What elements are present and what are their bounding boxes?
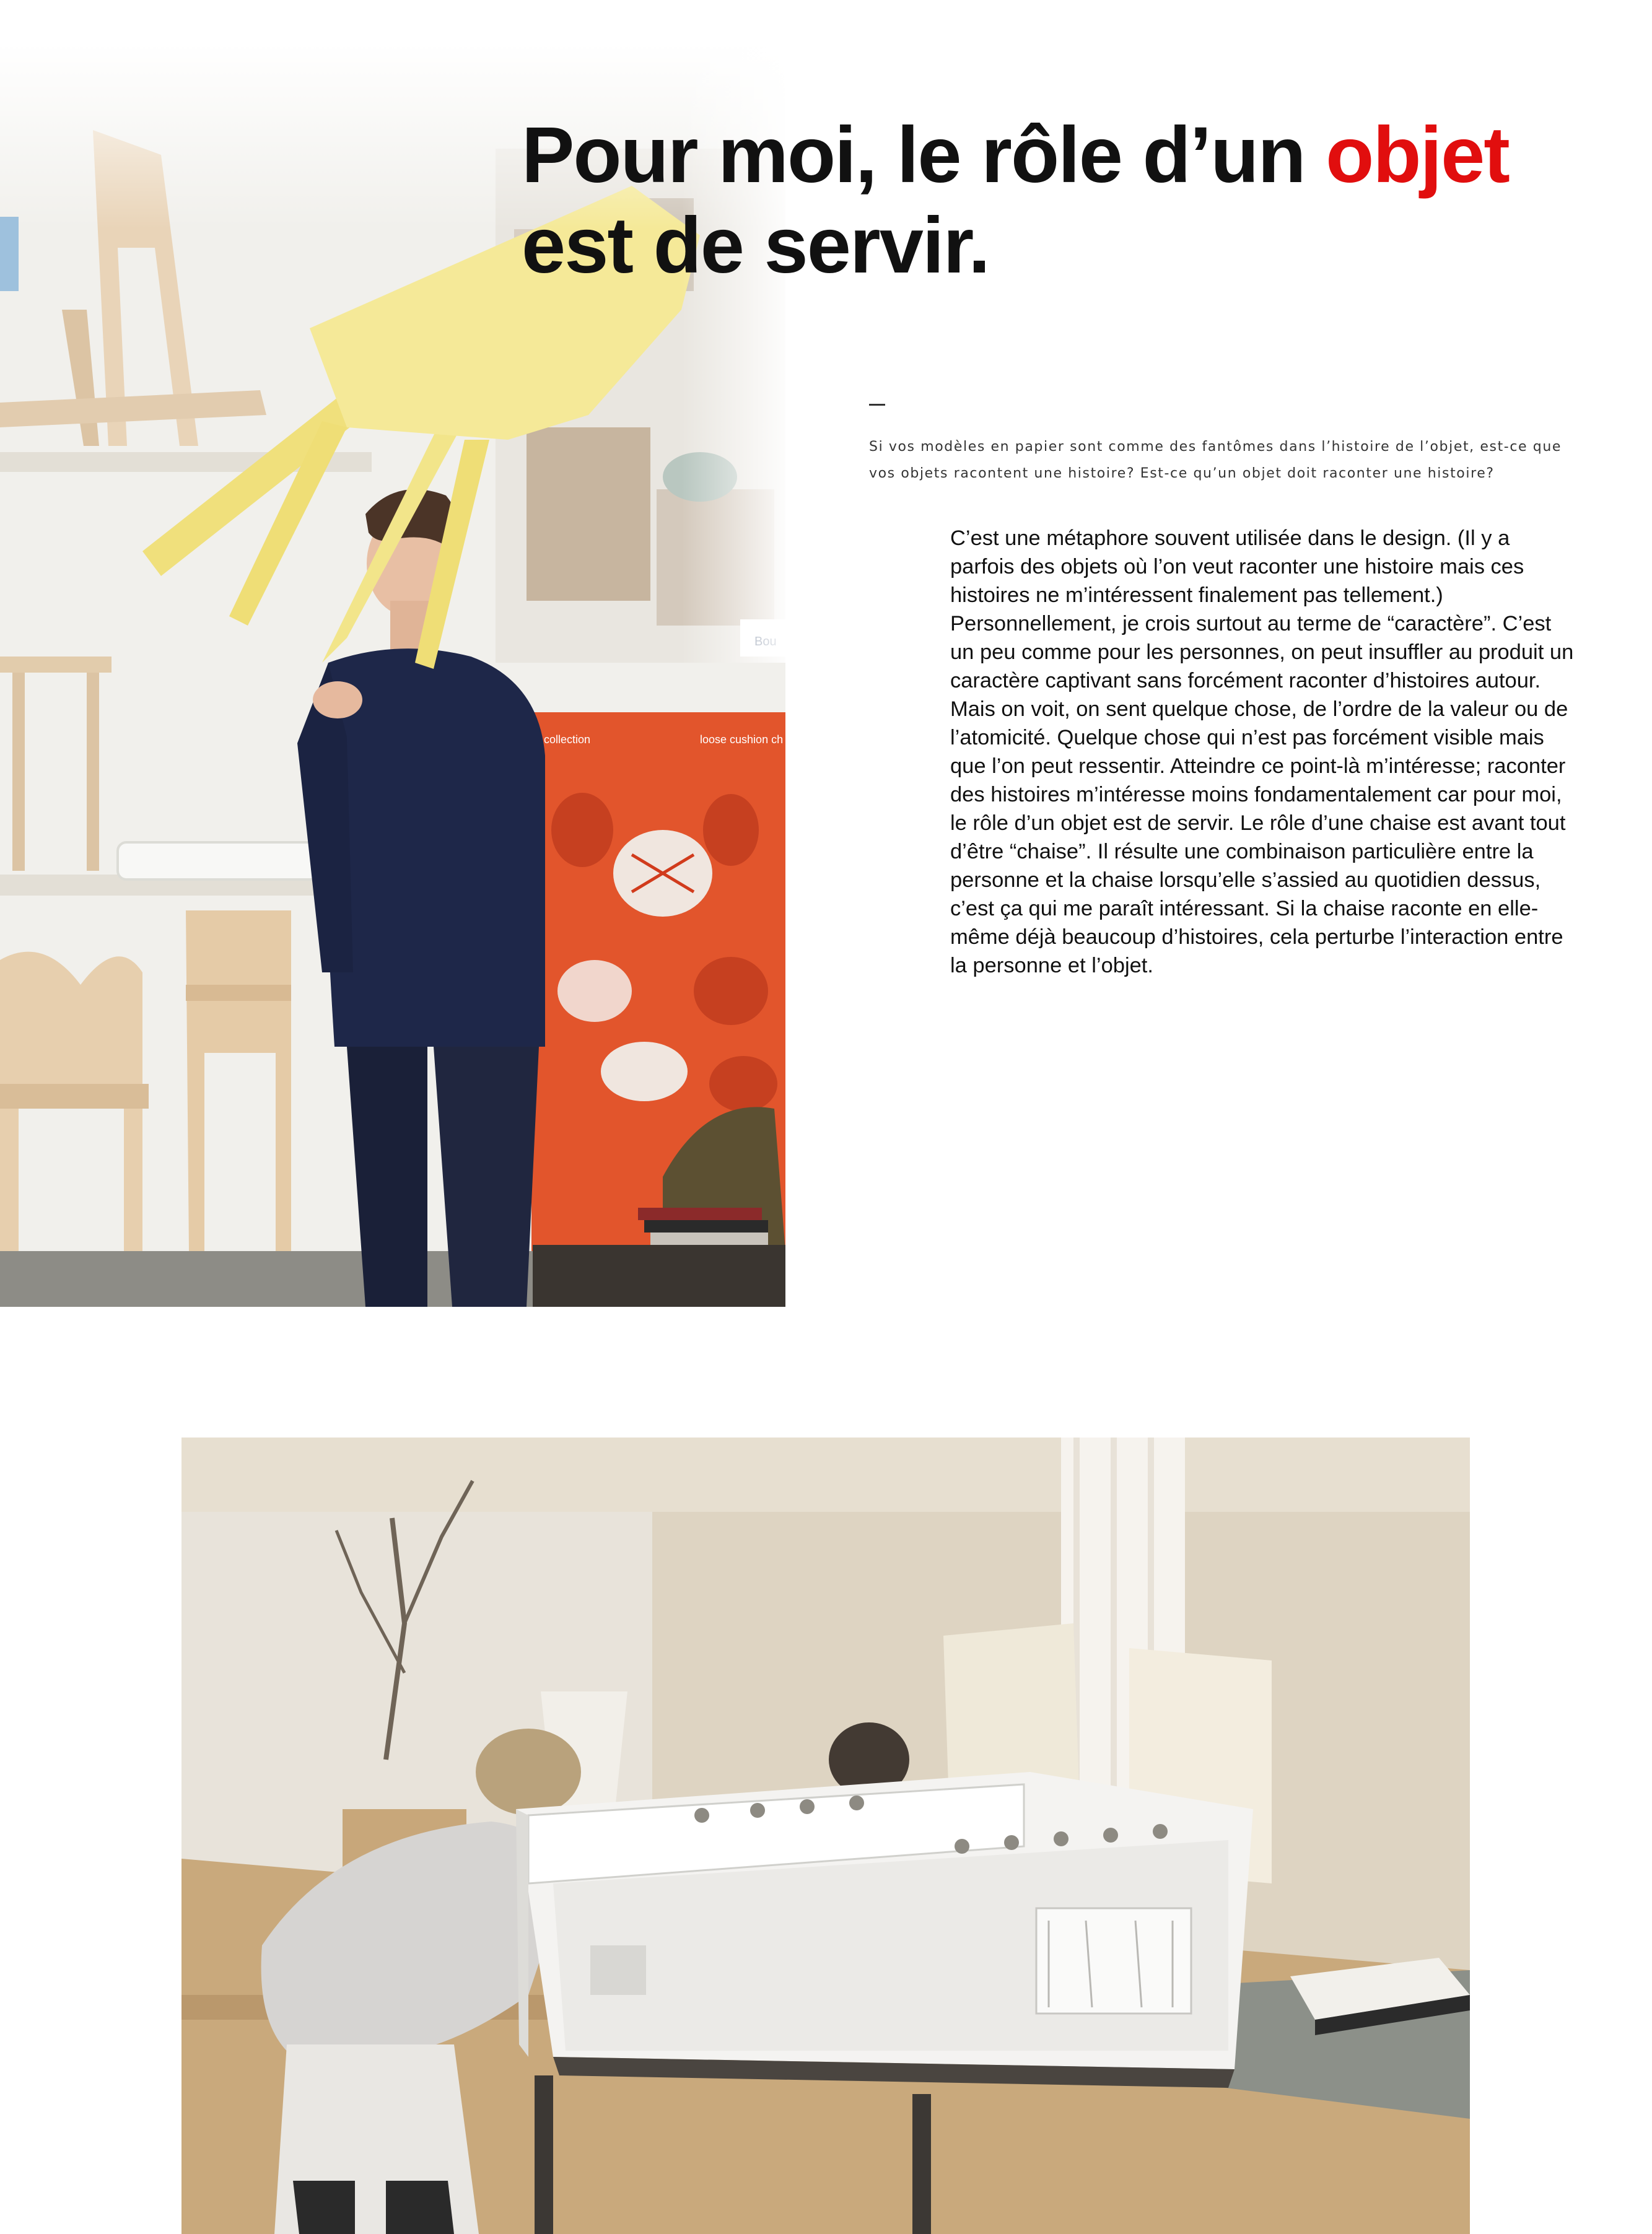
headline-part2: est de servir. bbox=[522, 201, 989, 290]
architectural-model-photo bbox=[181, 1438, 1470, 2234]
article-headline bbox=[522, 110, 1637, 291]
headline-part1: Pour moi, le rôle d’un bbox=[522, 111, 1326, 199]
interview-question: Si vos modèles en papier sont comme des fantômes dans l’histoire de l’objet, est-ce que vos objets racontent une histoire? Est-ce qu’un objet doit raconter une histoire? bbox=[869, 439, 1562, 481]
headline-accent: objet bbox=[1326, 111, 1509, 199]
question-marker bbox=[869, 404, 885, 406]
svg-text:loose cushion ch: loose cushion ch bbox=[700, 733, 784, 746]
interview-answer: C’est une métaphore souvent utilisée dans le design. (Il y a parfois des objets où l’on veut raconter une histoire mais ces histoires ne m’intéressent finalement pas tellement.) Personnellement, je crois surtout au terme de “caractère”. C’est un peu comme pour les personnes, on peut insuffler au produit un caractère captivant sans forcément raconter d’histoires autour. Mais on voit, on sent quelque chose, de l’ordre de la valeur ou de l’atomicité. Quelque chose qui n’est pas forcément visible mais que l’on peut ressentir. Atteindre ce point-là m’intéresse; raconter des histoires m’intéresse moins fondamentalement car pour moi, le rôle d’un objet est de servir. Le rôle d’une chaise est avant tout d’être “chaise”. Il résulte une combinaison particulière entre la personne et la chaise lorsqu’elle s’assied au quotidien dessus, c’est ça qui me paraît intéressant. Si la chaise raconte en elle-même déjà beaucoup d’histoires, cela perturbe l’interaction entre la personne et l’objet. bbox=[950, 526, 1574, 977]
svg-text:collection: collection bbox=[544, 733, 591, 746]
